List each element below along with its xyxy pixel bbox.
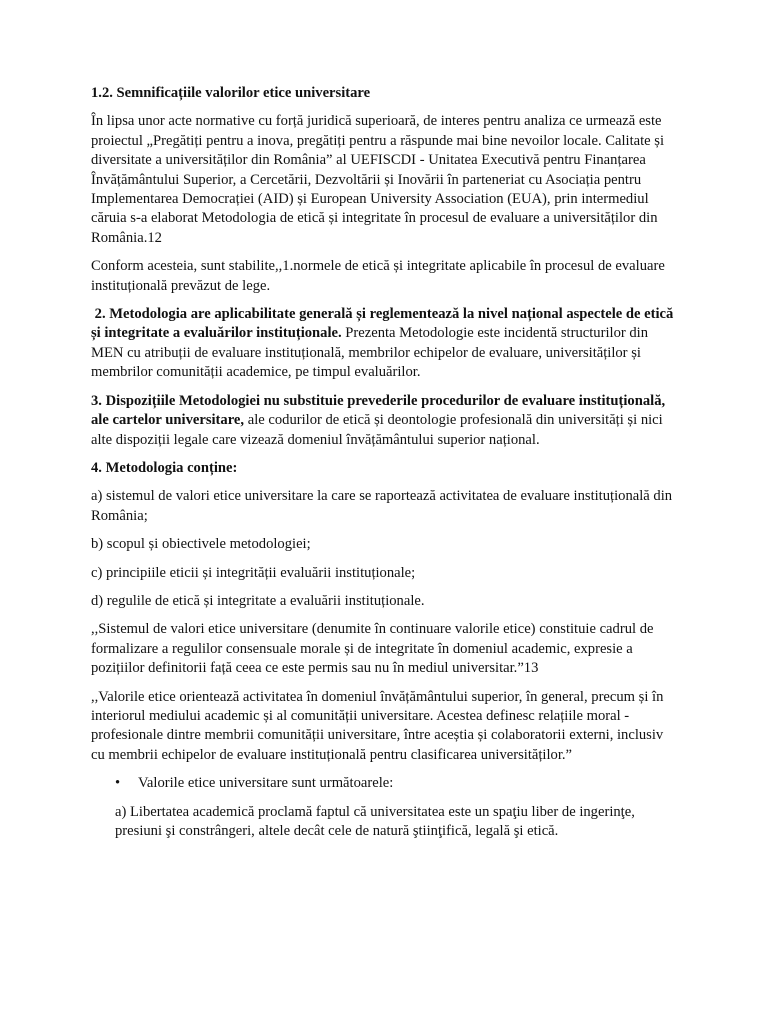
list-item-a: a) sistemul de valori etice universitare la care se raportează activitatea de evaluare instituțională din România;: [91, 488, 673, 524]
bullet-icon: •: [115, 775, 121, 792]
list-item-b: b) scopul și obiectivele metodologiei;: [91, 536, 311, 553]
values-item-a: a) Libertatea academică proclamă faptul că universitatea este un spaţiu liber de ingerinţe, presiuni şi constrângeri, altele decât cele de natură ştiinţifică, legală şi etică.: [115, 803, 635, 839]
paragraph-point-2: [91, 305, 679, 383]
list-item-c: c) principiile eticii și integrității evaluării instituționale;: [91, 564, 416, 581]
point-2-text: Prezenta Metodologie este incidentă structurilor din MEN cu atribuții de evaluare instituțională, membrilor echipelor de evaluare, universităților și membrilor comunității academice, pe timpul evaluărilor.: [91, 325, 649, 381]
paragraph-point-4: [91, 459, 679, 478]
bullet-list-item: [91, 774, 679, 793]
quote-sistemul: ,,Sistemul de valori etice universitare (denumite în continuare valorile etice) constituie cadrul de formalizare a regulilor consensuale morale și de integritate în domeniul academic, expresie a pozițiilor definitorii față ceea ce este permis sau nu în mediul universitar.”13: [91, 621, 654, 677]
point-3-text: ale codurilor de etică și deontologie profesională din universități și nici alte dispoziții legale care vizează domeniul învățământului superior național.: [91, 412, 663, 448]
paragraph-intro: În lipsa unor acte normative cu forță juridică superioară, de interes pentru analiza ce urmează este proiectul „Pregătiți pentru a inova, pregătiți pentru a răspunde mai bine nevoilor locale. Calitate și diversitate a universităților din România” al UEFISCDI - Unitatea Executivă pentru Finanțarea Învățământului Superior, a Cercetării, Dezvoltării și Inovării în parteneriat cu Asociația pentru Implementarea Democrației (AID) și European University Association (EUA), prin intermediul căruia s-a elaborat Metodologia de etică și integritate în procesul de evaluare a universităților din România.12: [91, 113, 665, 246]
section-heading: 1.2. Semnificațiile valorilor etice universitare: [91, 85, 371, 101]
list-item-d: d) regulile de etică și integritate a evaluării instituționale.: [91, 592, 425, 609]
quote-valorile: ,,Valorile etice orientează activitatea în domeniul învățământului superior, în general, precum și în interiorul mediului academic și al comunității universitare. Acestea definesc relațiile moral - profesionale dintre membrii comunității universitare, între aceștia și colaboratorii externi, inclusiv cu membrii echipelor de evaluare instituțională pentru clasificarea universităților.”: [91, 688, 664, 763]
point-4-bold: 4. Metodologia conține:: [91, 459, 238, 476]
point-3-bold: 3. Dispozițiile Metodologiei nu substituie prevederile procedurilor de evaluare instituțională, ale cartelor universitare,: [91, 392, 666, 429]
paragraph-conform: Conform acesteia, sunt stabilite,,1.normele de etică și integritate aplicabile în procesul de evaluare instituțională prevăzut de lege.: [91, 258, 665, 294]
point-2-bold: 2. Metodologia are aplicabilitate generală și reglementează la nivel național aspectele de etică și integritate a evaluărilor instituționale.: [91, 306, 674, 342]
document-body: [91, 84, 679, 850]
bullet-text: Valorile etice universitare sunt următoarele:: [138, 775, 394, 792]
paragraph-point-3: [91, 392, 679, 450]
